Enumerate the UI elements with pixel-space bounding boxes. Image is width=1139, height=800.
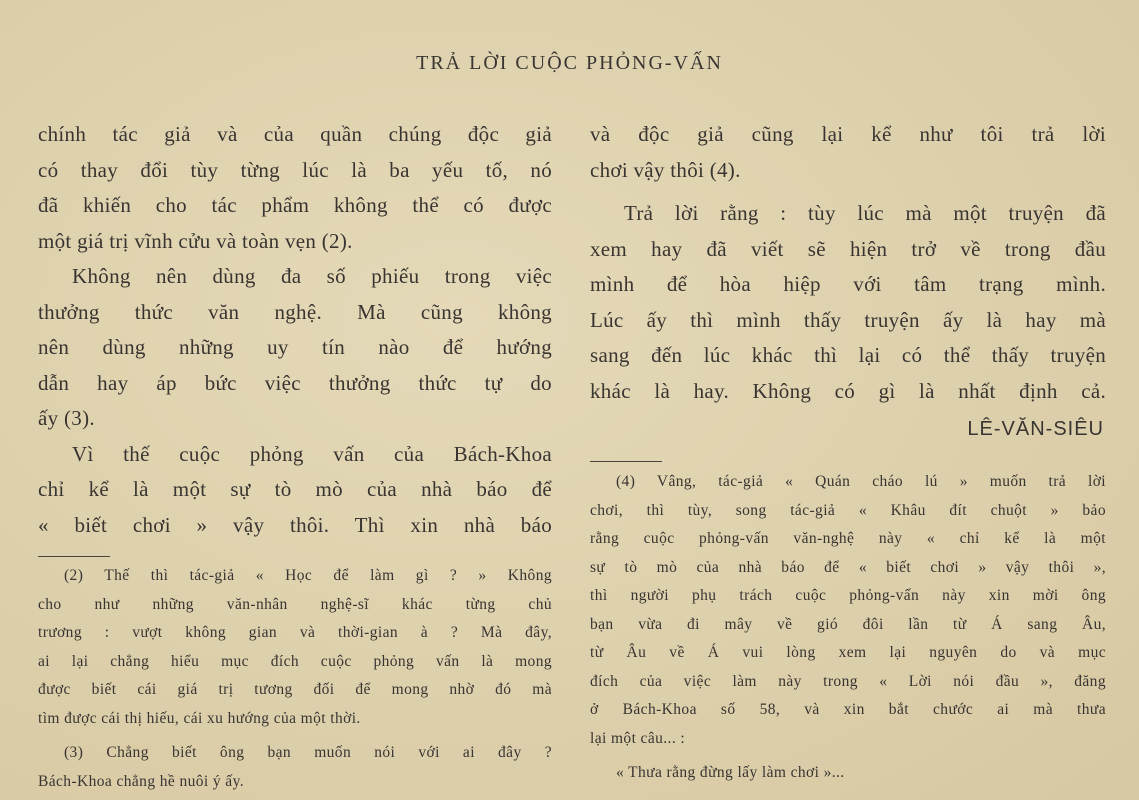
text-line: một giá trị vĩnh cửu và toàn vẹn (2). (38, 228, 353, 253)
text-line: thưởng thức văn nghệ. Mà cũng không (38, 299, 552, 324)
footnote (590, 759, 1106, 788)
text-line: và độc giả cũng lại kể như tôi trả lời (590, 122, 1106, 146)
footnote-line: bạn vừa đi mây về gió đôi lần từ Á sang Âu, (590, 615, 1106, 633)
paragraph (38, 437, 552, 544)
text-line: đã khiến cho tác phẩm không thể có được (38, 193, 552, 217)
footnote-line: từ Âu về Á vui lòng xem lại nguyên do và mục (590, 644, 1106, 661)
footnote-line: tìm được cái thị hiếu, cái xu hướng của một thời. (38, 709, 361, 727)
paragraph (590, 117, 1106, 188)
paragraph (38, 259, 552, 437)
text-line: chơi vậy thôi (4). (590, 157, 741, 182)
text-line: có thay đổi tùy từng lúc là ba yếu tố, nó (38, 157, 552, 182)
paragraph (590, 196, 1106, 409)
text-line: ấy (3). (38, 406, 95, 430)
footnote (38, 739, 552, 796)
footnote-line: Bách-Khoa chẳng hề nuôi ý ấy. (38, 772, 245, 790)
footnote-rule (38, 556, 110, 557)
text-line: Trả lời rằng : tùy lúc mà một truyện đã (624, 201, 1106, 225)
footnote-line: được biết cái giá trị tương đối để mong nhờ đó mà (38, 681, 552, 698)
footnote-line: rằng cuộc phỏng-vấn văn-nghệ này « chỉ kể là một (590, 530, 1106, 547)
text-line: Vì thế cuộc phỏng vấn của Bách-Khoa (72, 441, 552, 466)
footnote-line: thì người phụ trách cuộc phỏng-vấn này xin mời ông (590, 587, 1106, 604)
text-line: Lúc ấy thì mình thấy truyện ấy là hay mà (590, 307, 1106, 332)
footnote-line: (2) Thế thì tác-giả « Học để làm gì ? » Không (64, 567, 552, 584)
footnote-line: (4) Vâng, tác-giả « Quán cháo lú » muốn trả lời (616, 473, 1106, 490)
text-line: sang đến lúc khác thì lại có thể thấy truyện (590, 343, 1106, 367)
footnote (590, 468, 1106, 753)
left-column (38, 117, 552, 796)
author-signature: LÊ-VĂN-SIÊU (967, 418, 1104, 440)
footnote-rule (590, 461, 662, 462)
page-header: TRẢ LỜI CUỘC PHỎNG-VẤN (416, 52, 723, 74)
footnote-line: đích của việc làm này trong « Lời nói đầu », đăng (590, 672, 1106, 690)
footnote-line: « Thưa rằng đừng lấy làm chơi »... (616, 764, 845, 781)
text-line: chính tác giả và của quần chúng độc giả (38, 122, 552, 146)
footnote-line: trương : vượt không gian và thời-gian à ? Mà đây, (38, 624, 552, 641)
paragraph (38, 117, 552, 259)
text-line: dẫn hay áp bức việc thưởng thức tự do (38, 370, 552, 395)
footnote (38, 562, 552, 733)
text-line: nên dùng những uy tín nào để hướng (38, 335, 552, 359)
text-line: khác là hay. Không có gì là nhất định cả. (590, 378, 1106, 403)
text-line: Không nên dùng đa số phiếu trong việc (72, 264, 552, 288)
footnote-line: ở Bách-Khoa số 58, và xin bắt chước ai mà thưa (590, 701, 1106, 718)
footnote-line: sự tò mò của nhà báo để « biết chơi » vậy thôi », (590, 558, 1106, 576)
footnote-line: lại một câu... : (590, 729, 686, 747)
footnote-line: ai lại chẳng hiểu mục đích cuộc phỏng vấn là mong (38, 652, 552, 670)
text-line: chỉ kể là một sự tò mò của nhà báo để (38, 477, 552, 501)
footnote-line: cho như những văn-nhân nghệ-sĩ khác từng chủ (38, 595, 552, 613)
text-line: mình để hòa hiệp với tâm trạng mình. (590, 272, 1106, 296)
text-line: « biết chơi » vậy thôi. Thì xin nhà báo (38, 512, 552, 537)
right-column (590, 117, 1106, 788)
text-line: xem hay đã viết sẽ hiện trở về trong đầu (590, 236, 1106, 261)
footnote-line: (3) Chẳng biết ông bạn muốn nói với ai đây ? (64, 744, 552, 761)
footnote-line: chơi, thì tùy, song tác-giả « Khâu đít chuột » bảo (590, 501, 1106, 519)
